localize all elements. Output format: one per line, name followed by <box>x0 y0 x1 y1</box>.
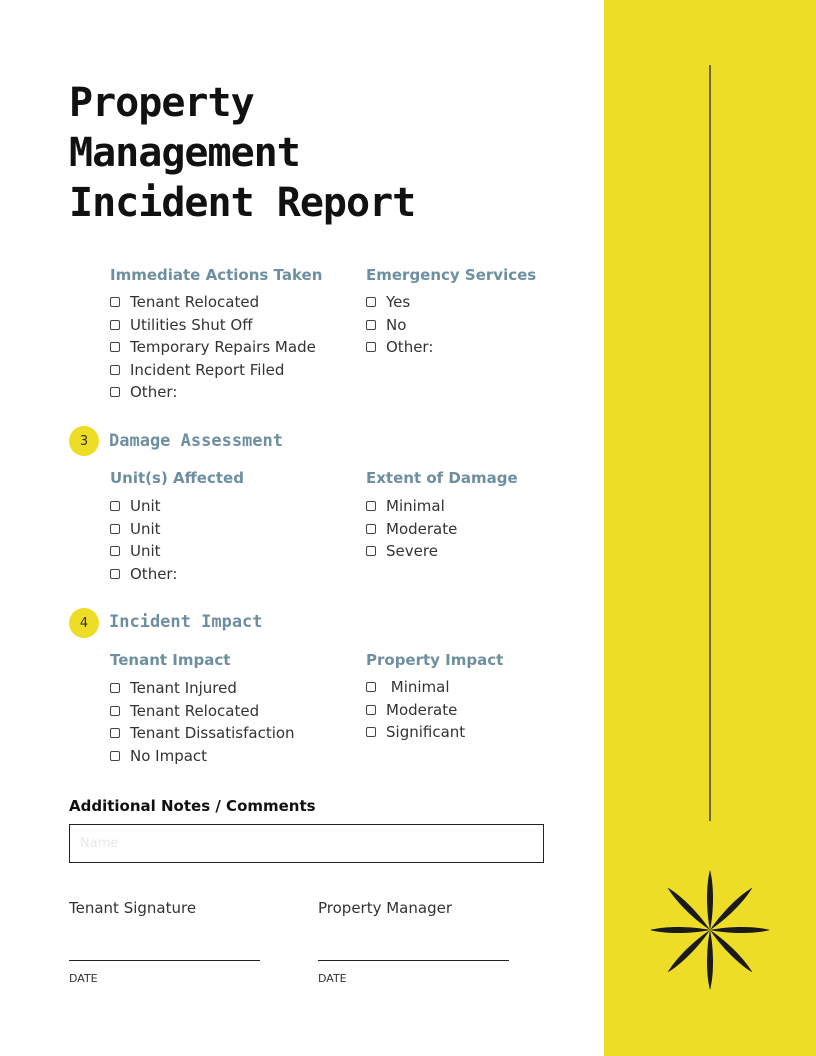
title-line: Management <box>69 130 300 176</box>
vertical-divider <box>709 65 711 821</box>
asterisk-icon <box>648 868 772 992</box>
checkbox-option[interactable] <box>366 721 465 744</box>
checkbox-label: Significant <box>386 723 466 742</box>
checkbox-label: Other: <box>386 338 434 357</box>
checkbox-option[interactable] <box>366 540 457 563</box>
checkbox-option[interactable] <box>366 314 433 337</box>
tenant-impact-heading: Tenant Impact <box>110 651 231 669</box>
checkbox[interactable] <box>110 320 120 330</box>
checkbox[interactable] <box>110 297 120 307</box>
incident-impact-title: Incident Impact <box>109 612 263 632</box>
checkbox-option[interactable] <box>110 563 177 586</box>
checkbox[interactable] <box>366 705 376 715</box>
checkbox-option[interactable] <box>110 359 316 382</box>
immediate-actions-list <box>110 291 316 404</box>
property-impact-heading: Property Impact <box>366 651 504 669</box>
checkbox-label: Tenant Dissatisfaction <box>130 724 295 743</box>
checkbox[interactable] <box>366 320 376 330</box>
checkbox-option[interactable] <box>110 540 177 563</box>
checkbox-option[interactable] <box>110 291 316 314</box>
damage-assessment-title: Damage Assessment <box>109 431 283 451</box>
checkbox-option[interactable] <box>366 495 457 518</box>
title-line: Property <box>69 80 254 126</box>
checkbox-option[interactable] <box>366 676 465 699</box>
checkbox-option[interactable] <box>110 336 316 359</box>
checkbox-label: Other: <box>130 383 178 402</box>
checkbox[interactable] <box>110 569 120 579</box>
extent-of-damage-heading: Extent of Damage <box>366 469 518 487</box>
checkbox[interactable] <box>110 751 120 761</box>
tenant-signature-label: Tenant Signature <box>69 899 197 917</box>
checkbox[interactable] <box>110 342 120 352</box>
checkbox-label: Moderate <box>386 519 458 538</box>
units-affected-list <box>110 495 177 585</box>
checkbox[interactable] <box>366 342 376 352</box>
checkbox[interactable] <box>110 387 120 397</box>
checkbox[interactable] <box>366 524 376 534</box>
units-affected-heading: Unit(s) Affected <box>110 469 244 487</box>
checkbox-label: Temporary Repairs Made <box>130 338 316 357</box>
checkbox[interactable] <box>110 546 120 556</box>
checkbox-label: Unit <box>130 519 161 538</box>
checkbox-label: Unit <box>130 542 161 561</box>
checkbox-label: Tenant Relocated <box>130 701 260 720</box>
checkbox-label: Severe <box>386 542 438 561</box>
checkbox-option[interactable] <box>110 700 295 723</box>
checkbox-label: Tenant Relocated <box>130 293 260 312</box>
checkbox[interactable] <box>110 365 120 375</box>
checkbox[interactable] <box>110 501 120 511</box>
checkbox-label: Incident Report Filed <box>130 360 285 379</box>
checkbox-option[interactable] <box>366 518 457 541</box>
checkbox[interactable] <box>110 683 120 693</box>
notes-input[interactable] <box>69 824 544 863</box>
property-manager-signature-line[interactable] <box>318 960 509 961</box>
property-manager-label: Property Manager <box>318 899 452 917</box>
property-impact-list <box>366 676 465 744</box>
checkbox-option[interactable] <box>366 699 465 722</box>
property-manager-date-label: DATE <box>318 972 347 985</box>
checkbox-label: No Impact <box>130 746 208 765</box>
emergency-services-list <box>366 291 433 359</box>
tenant-impact-list <box>110 677 295 767</box>
checkbox-label: Other: <box>130 564 178 583</box>
immediate-actions-heading: Immediate Actions Taken <box>110 266 323 284</box>
title-line: Incident Report <box>69 180 416 226</box>
tenant-date-label: DATE <box>69 972 98 985</box>
checkbox[interactable] <box>366 501 376 511</box>
checkbox-label: No <box>386 315 407 334</box>
checkbox-label: Yes <box>386 293 411 312</box>
checkbox[interactable] <box>366 546 376 556</box>
checkbox-option[interactable] <box>110 677 295 700</box>
notes-label: Additional Notes / Comments <box>69 797 316 815</box>
extent-of-damage-list <box>366 495 457 563</box>
checkbox-option[interactable] <box>366 291 433 314</box>
section-number-badge: 3 <box>69 426 99 456</box>
checkbox-label: Minimal <box>386 497 445 516</box>
checkbox-option[interactable] <box>110 745 295 768</box>
checkbox-label: Utilities Shut Off <box>130 315 253 334</box>
tenant-signature-line[interactable] <box>69 960 260 961</box>
checkbox[interactable] <box>366 727 376 737</box>
checkbox-option[interactable] <box>110 314 316 337</box>
checkbox[interactable] <box>110 728 120 738</box>
checkbox[interactable] <box>366 682 376 692</box>
checkbox[interactable] <box>366 297 376 307</box>
checkbox-option[interactable] <box>110 518 177 541</box>
checkbox-label: Tenant Injured <box>130 679 237 698</box>
checkbox-option[interactable] <box>110 722 295 745</box>
checkbox-option[interactable] <box>366 336 433 359</box>
emergency-services-heading: Emergency Services <box>366 266 537 284</box>
checkbox-label: Moderate <box>386 700 458 719</box>
checkbox-option[interactable] <box>110 495 177 518</box>
checkbox[interactable] <box>110 524 120 534</box>
checkbox[interactable] <box>110 706 120 716</box>
checkbox-option[interactable] <box>110 381 316 404</box>
checkbox-label: Unit <box>130 497 161 516</box>
report-title <box>69 78 415 228</box>
accent-sidebar <box>604 0 816 1056</box>
section-number-badge: 4 <box>69 608 99 638</box>
checkbox-label: Minimal <box>386 678 450 697</box>
